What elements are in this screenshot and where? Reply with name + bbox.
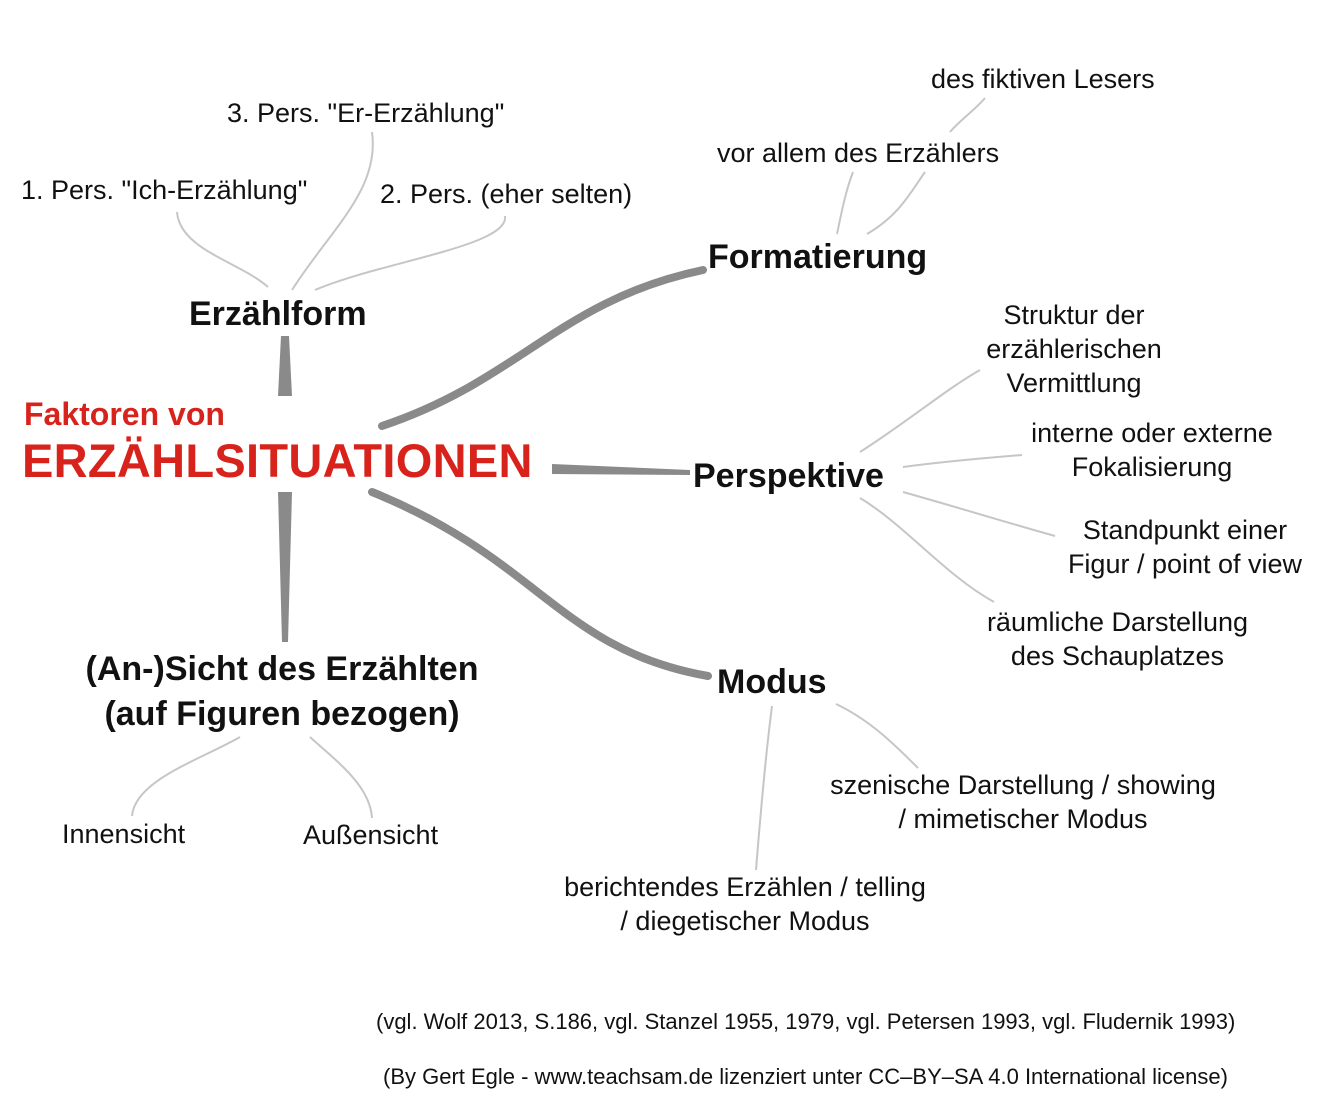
leaf-struktur: Struktur der erzählerischen Vermittlung — [986, 300, 1162, 398]
link-center-ansicht — [278, 492, 292, 642]
center-title-line1: Faktoren von — [24, 396, 225, 432]
leaf-des-lesers: des fiktiven Lesers — [931, 64, 1155, 94]
footer-license: (By Gert Egle - www.teachsam.de lizenziert unter CC–BY–SA 4.0 International license) — [383, 1064, 1228, 1089]
link-formatierung-erzaehler — [837, 172, 853, 234]
link-ansicht-innen — [132, 737, 240, 816]
link-modus-berichtend — [756, 706, 772, 870]
branch-ansicht-line1: (An-)Sicht des Erzählten — [85, 650, 479, 688]
leaf-du-erzaehlung: 2. Pers. (eher selten) — [380, 179, 633, 209]
branch-modus: Modus — [717, 663, 827, 701]
link-perspektive-struktur — [860, 370, 980, 452]
link-erzaehlform-ich — [177, 212, 268, 287]
branch-perspektive: Perspektive — [693, 457, 884, 495]
leaf-er-erzaehlung: 3. Pers. "Er-Erzählung" — [227, 98, 505, 128]
leaf-innensicht: Innensicht — [62, 819, 186, 849]
leaf-standpunkt: Standpunkt einer Figur / point of view — [1067, 515, 1303, 579]
link-perspektive-standpunkt — [903, 492, 1055, 536]
leaf-szenisch: szenische Darstellung / showing / mimetischer Modus — [830, 770, 1216, 834]
link-center-formatierung — [382, 270, 703, 426]
leaf-fokalisierung: interne oder externe Fokalisierung — [1031, 418, 1273, 482]
branch-ansicht-line2: (auf Figuren bezogen) — [104, 694, 460, 733]
link-perspektive-fokal — [903, 455, 1022, 467]
leaf-des-erzaehlers: vor allem des Erzählers — [717, 138, 1000, 168]
link-erzaehlform-du — [315, 216, 505, 290]
branch-formatierung: Formatierung — [708, 238, 928, 276]
branch-erzaehlform: Erzählform — [189, 295, 367, 333]
link-modus-szenisch — [836, 704, 918, 768]
branch-ansicht — [62, 647, 502, 737]
link-ansicht-aussen — [310, 737, 372, 818]
leaf-ich-erzaehlung: 1. Pers. "Ich-Erzählung" — [21, 175, 308, 205]
link-perspektive-raum — [860, 498, 994, 602]
leaf-aussensicht: Außensicht — [303, 820, 439, 850]
link-center-erzaehlform — [278, 336, 292, 396]
link-center-perspektive — [552, 464, 690, 475]
footer-citation: (vgl. Wolf 2013, S.186, vgl. Stanzel 1955, 1979, vgl. Petersen 1993, vgl. Fludernik 1993) — [376, 1009, 1236, 1034]
leaf-berichtend: berichtendes Erzählen / telling / diegetischer Modus — [564, 872, 926, 936]
center-title-line2: ERZÄHLSITUATIONEN — [22, 434, 533, 487]
leaf-raeumlich: räumliche Darstellung des Schauplatzes — [986, 607, 1249, 671]
link-erzaehlform-er — [292, 132, 373, 290]
